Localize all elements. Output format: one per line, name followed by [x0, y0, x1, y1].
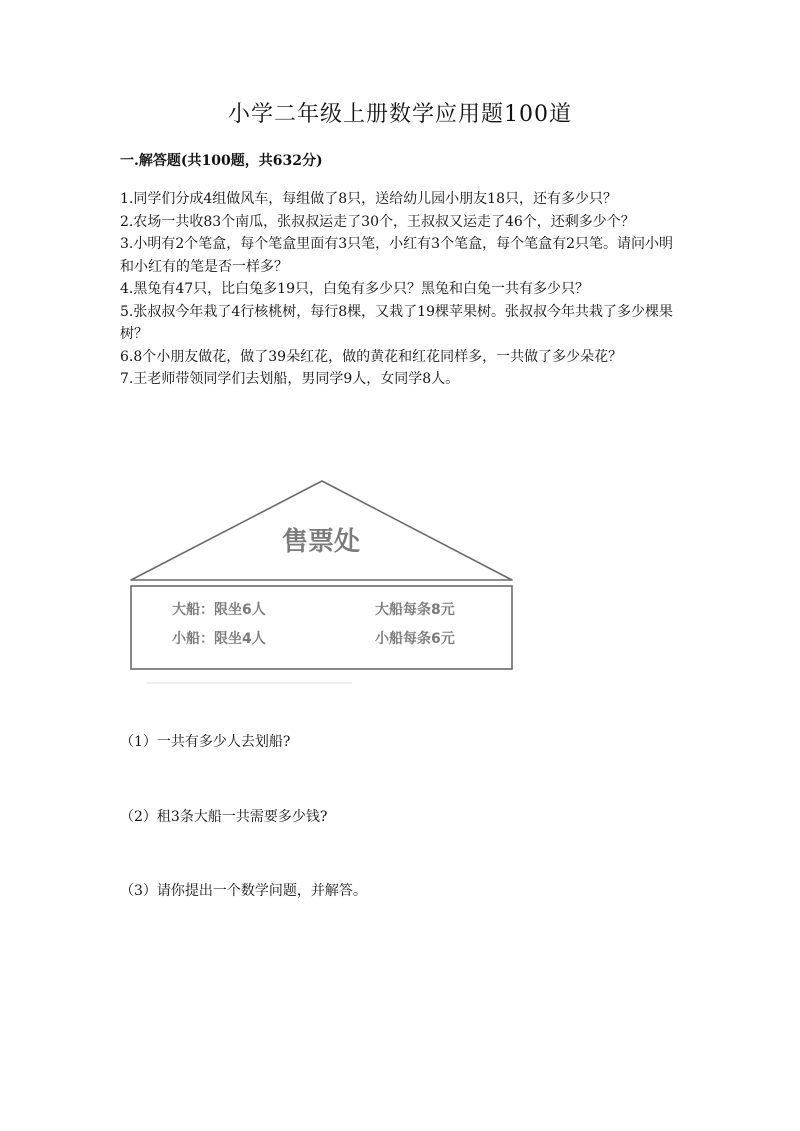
question-item: 7.王老师带领同学们去划船，男同学9人，女同学8人。: [120, 371, 460, 387]
question-item: 2.农场一共收83个南瓜，张叔叔运走了30个，王叔叔又运走了46个，还剩多少个？: [120, 213, 635, 230]
subquestion-item: （1）一共有多少人去划船?: [120, 734, 291, 750]
question-item: 3.小明有2个笔盒，每个笔盒里面有3只笔，小红有3个笔盒，每个笔盒有2只笔。请问小明和小红有的笔是否一样多？: [120, 236, 673, 275]
big-boat-price: 大船每条8元: [375, 602, 455, 618]
subquestion-item: （3）请你提出一个数学问题，并解答。: [120, 883, 367, 899]
sign-header: 售票处: [281, 527, 361, 557]
sign-board: [131, 586, 512, 669]
document-title: 小学二年级上册数学应用题100道: [228, 102, 572, 127]
big-boat-seats: 大船：限坐6人: [172, 602, 266, 618]
question-list: [120, 188, 686, 391]
section-heading: 一.解答题(共100题，共632分): [120, 153, 323, 169]
question-item: 4.黑兔有47只，比白兔多19只，白兔有多少只？黑兔和白兔一共有多少只？: [120, 281, 589, 297]
question-item: 6.8个小朋友做花，做了39朵红花，做的黄花和红花同样多，一共做了多少朵花？: [120, 348, 623, 365]
small-boat-seats: 小船：限坐4人: [172, 631, 266, 647]
question-item: 5.张叔叔今年栽了4行核桃树，每行8棵，又栽了19棵苹果树。张叔叔今年共栽了多少棵果树？: [120, 303, 673, 342]
small-boat-price: 小船每条6元: [375, 631, 455, 647]
subquestion-item: （2）租3条大船一共需要多少钱?: [120, 809, 328, 825]
ticket-office-sign: [127, 477, 517, 692]
question-item: 1.同学们分成4组做风车，每组做了8只，送给幼儿园小朋友18只，还有多少只？: [120, 191, 617, 207]
